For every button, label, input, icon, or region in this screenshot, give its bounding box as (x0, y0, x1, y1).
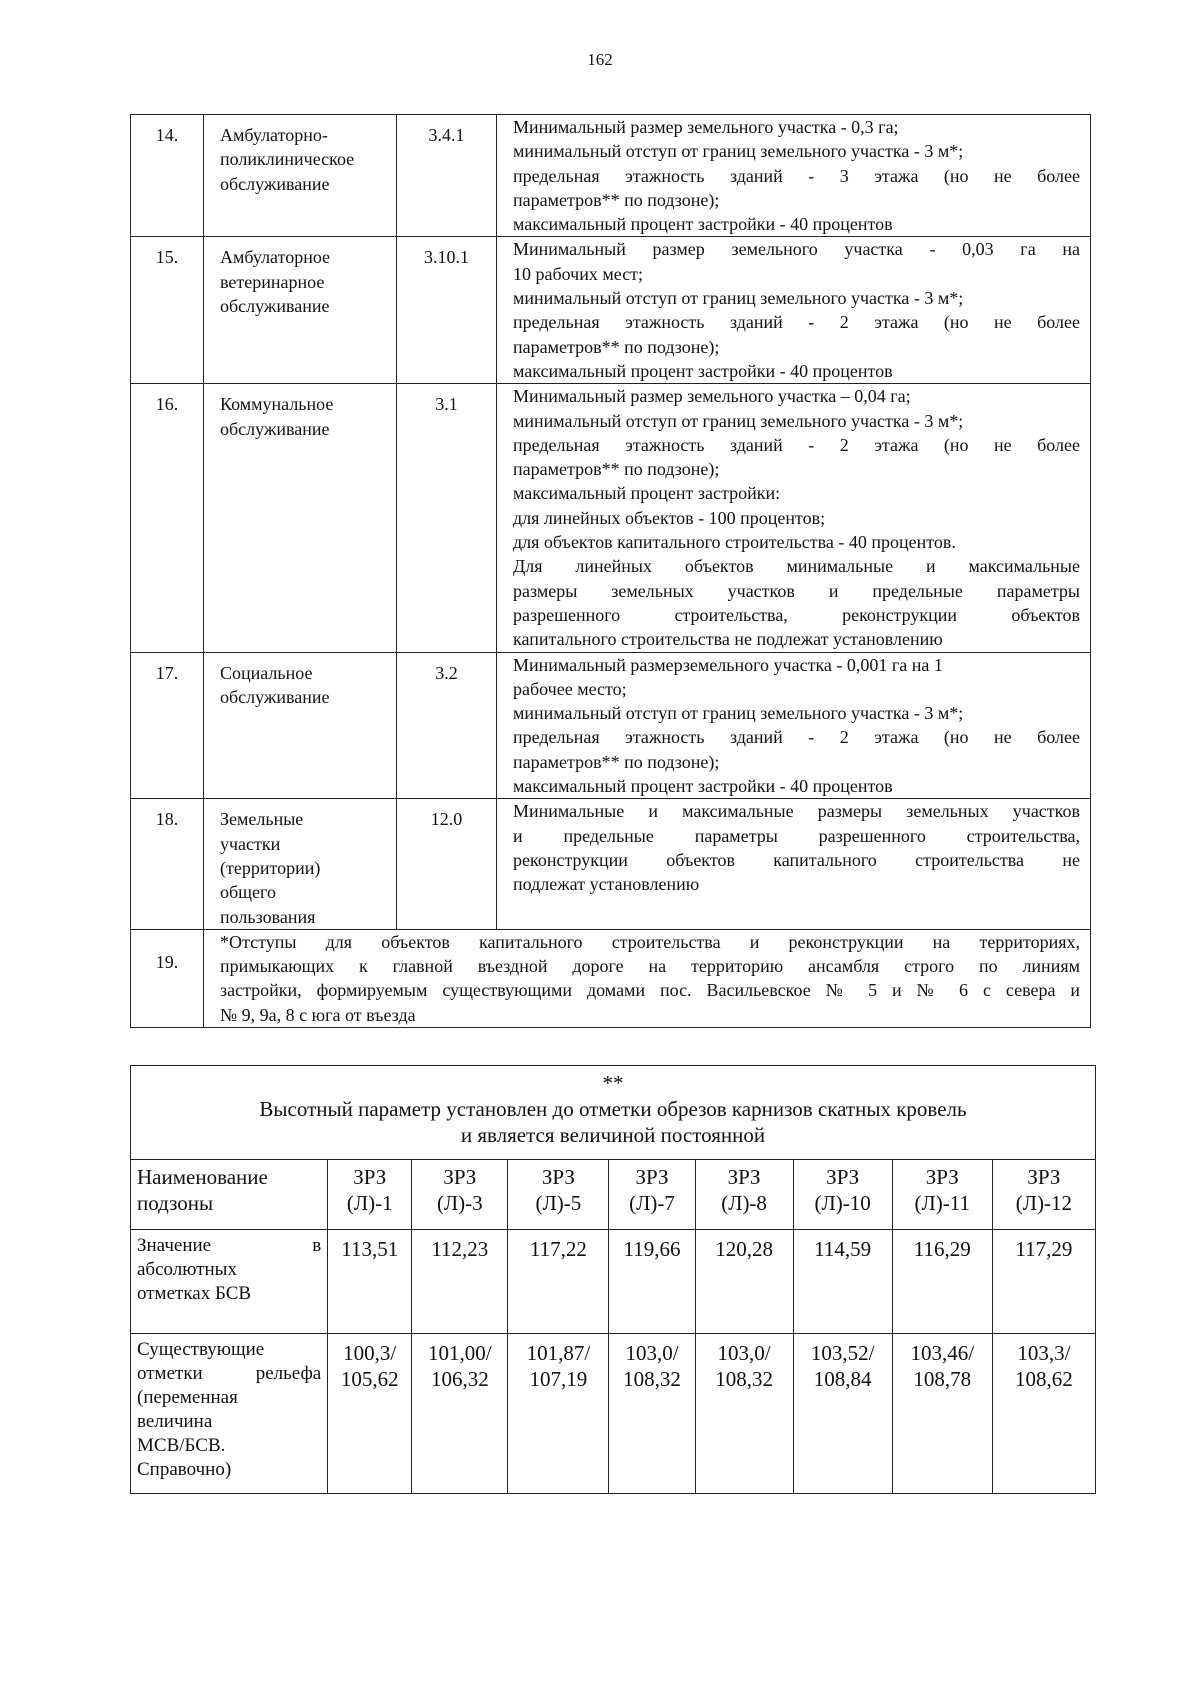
permitted-use-name-line: Амбулаторно- (220, 125, 328, 145)
permitted-use-name-line: пользования (220, 906, 316, 927)
zoning-row (131, 237, 1091, 384)
height-table-title (131, 1066, 1096, 1160)
parameter-line: Для линейных объектов минимальные и максимальные (513, 556, 1080, 577)
parameter-line: Минимальные и максимальные размеры земельных участков (513, 801, 1080, 822)
classifier-code: 3.10.1 (397, 237, 497, 384)
relief-value-line: 108,32 (715, 1367, 773, 1391)
relief-value (793, 1334, 892, 1494)
label-line: Наименование (137, 1165, 268, 1189)
permitted-use-name (204, 799, 397, 929)
subzone-name (508, 1160, 609, 1230)
label-line: (переменная (137, 1387, 238, 1408)
subzone-name-line: ЗРЗ (443, 1165, 477, 1189)
permitted-use-name-line: поликлиническое (220, 149, 355, 170)
parameter-line: максимальный процент застройки - 40 процентов (513, 776, 893, 797)
parameter-line: размеры земельных участков и предельные параметры (513, 580, 1080, 601)
subzone-name (328, 1160, 412, 1230)
permitted-use-name-line: (территории) (220, 857, 321, 878)
label-line: МСВ/БСВ. (137, 1435, 226, 1456)
relief-value-line: 103,52/ (810, 1341, 875, 1365)
relief-value-line: 108,62 (1015, 1367, 1073, 1391)
height-title-row (131, 1066, 1096, 1160)
relief-value (992, 1334, 1095, 1494)
subzone-name (892, 1160, 992, 1230)
label-line: отметки рельефа (137, 1363, 322, 1384)
parameter-line: подлежат установлению (513, 874, 700, 895)
footnote-line: № 9, 9а, 8 с юга от въезда (220, 1004, 416, 1025)
subzone-name-line: (Л)-10 (814, 1191, 871, 1215)
label-line: подзоны (137, 1191, 214, 1215)
parameter-line: максимальный процент застройки: (513, 483, 781, 504)
height-value: 117,29 (992, 1230, 1095, 1334)
subzone-name-line: ЗРЗ (353, 1165, 387, 1189)
relief-value-line: 106,32 (430, 1367, 489, 1391)
relief-value-line: 108,84 (813, 1367, 872, 1391)
parameter-line: минимальный отступ от границ земельного участка - 3 м*; (513, 703, 964, 724)
permitted-use-name-line: участки (220, 833, 281, 854)
subzone-name (793, 1160, 892, 1230)
parameters-text (497, 384, 1091, 652)
subzone-name-line: ЗРЗ (541, 1165, 575, 1189)
parameter-line: для линейных объектов - 100 процентов; (513, 507, 826, 528)
permitted-use-name-line: Амбулаторное (220, 247, 331, 268)
footnote-line: застройки, формируемым существующими домами пос. Васильевское № 5 и № 6 с севера и (220, 980, 1080, 1001)
permitted-use-name-line: обслуживание (220, 418, 330, 439)
permitted-use-name (204, 237, 397, 384)
zoning-parameters-table (130, 114, 1091, 1028)
parameter-line: реконструкции объектов капитального строительства не (513, 849, 1080, 870)
parameter-line: параметров** по подзоне); (513, 336, 720, 357)
permitted-use-name-line: общего (220, 882, 276, 903)
parameter-line: параметров** по подзоне); (513, 459, 720, 480)
subzone-name-line: ЗРЗ (1027, 1165, 1061, 1189)
parameter-line: разрешенного строительства, реконструкции объектов (513, 604, 1080, 625)
relief-value (508, 1334, 609, 1494)
relief-value-line: 101,00/ (428, 1341, 492, 1365)
relief-value-line: 108,32 (623, 1367, 681, 1391)
subzone-name-line: ЗРЗ (727, 1165, 761, 1189)
footnote-text (204, 929, 1091, 1027)
row-number: 17. (131, 652, 204, 799)
parameter-line: Минимальный размер земельного участка – 0,04 га; (513, 386, 911, 407)
relief-value-line: 108,78 (913, 1367, 972, 1391)
subzone-name (695, 1160, 793, 1230)
label-line: Справочно) (137, 1459, 232, 1480)
footnote-row (131, 929, 1091, 1027)
zoning-row (131, 799, 1091, 929)
subzone-name (609, 1160, 695, 1230)
relief-value (892, 1334, 992, 1494)
parameter-line: параметров** по подзоне); (513, 751, 720, 772)
page-number: 162 (587, 50, 613, 69)
relief-value-line: 105,62 (340, 1367, 399, 1391)
classifier-code: 3.1 (397, 384, 497, 652)
subzone-name-line: (Л)-8 (721, 1191, 767, 1215)
relief-value (412, 1334, 508, 1494)
permitted-use-name-line: Социальное (220, 662, 313, 683)
parameter-line: для объектов капитального строительства - 40 процентов. (513, 532, 956, 553)
subzone-name-line: (Л)-7 (629, 1191, 675, 1215)
parameters-text (497, 237, 1091, 384)
parameter-line: максимальный процент застройки - 40 процентов (513, 360, 893, 381)
subzone-header-row (131, 1160, 1096, 1230)
row-number: 19. (131, 929, 204, 1027)
permitted-use-name (204, 652, 397, 799)
parameter-line: предельная этажность зданий - 2 этажа (но не более (513, 312, 1080, 333)
label-line: отметках БСВ (137, 1283, 252, 1304)
subzone-name-line: ЗРЗ (635, 1165, 669, 1189)
subzone-name (992, 1160, 1095, 1230)
parameter-line: максимальный процент застройки - 40 процентов (513, 214, 893, 235)
relief-value-line: 103,0/ (717, 1341, 771, 1365)
relief-value-line: 103,3/ (1017, 1341, 1071, 1365)
row-number: 14. (131, 115, 204, 237)
classifier-code: 12.0 (397, 799, 497, 929)
relief-value-line: 107,19 (529, 1367, 588, 1391)
height-value: 116,29 (892, 1230, 992, 1334)
parameter-line: минимальный отступ от границ земельного участка - 3 м*; (513, 141, 964, 162)
subzone-name-line: (Л)-3 (436, 1191, 483, 1215)
permitted-use-name-line: обслуживание (220, 686, 330, 707)
relief-marks-label (131, 1334, 328, 1494)
footnote-line: *Отступы для объектов капитального строительства и реконструкции на территориях, (220, 931, 1080, 952)
parameter-line: предельная этажность зданий - 2 этажа (но не более (513, 727, 1080, 748)
permitted-use-name (204, 115, 397, 237)
parameter-line: предельная этажность зданий - 2 этажа (но не более (513, 434, 1080, 455)
parameters-text (497, 799, 1091, 929)
parameter-line: параметров** по подзоне); (513, 189, 720, 210)
parameter-line: минимальный отступ от границ земельного участка - 3 м*; (513, 288, 964, 309)
permitted-use-name-line: ветеринарное (220, 271, 325, 292)
zoning-row (131, 384, 1091, 652)
relief-value-line: 101,87/ (526, 1341, 591, 1365)
parameter-line: минимальный отступ от границ земельного участка - 3 м*; (513, 410, 964, 431)
parameter-line: Минимальный размер земельного участка - 0,3 га; (513, 117, 899, 137)
label-line: Существующие (137, 1339, 265, 1360)
zoning-row (131, 115, 1091, 237)
relief-value-line: 103,0/ (625, 1341, 679, 1365)
subzone-name-line: (Л)-5 (535, 1191, 582, 1215)
subzone-header-label (131, 1160, 328, 1230)
absolute-values-label (131, 1230, 328, 1334)
subzone-name-line: (Л)-12 (1015, 1191, 1073, 1215)
subzone-name-line: ЗРЗ (925, 1165, 959, 1189)
title-line: и является величиной постоянной (460, 1123, 766, 1147)
parameter-line: рабочее место; (513, 678, 627, 699)
subzone-name-line: (Л)-1 (346, 1191, 393, 1215)
relief-value-line: 100,3/ (343, 1341, 397, 1365)
parameters-text (497, 652, 1091, 799)
classifier-code: 3.4.1 (397, 115, 497, 237)
parameter-line: Минимальный размерземельного участка - 0,001 га на 1 (513, 654, 943, 675)
height-value: 119,66 (609, 1230, 695, 1334)
permitted-use-name (204, 384, 397, 652)
label-line: абсолютных (137, 1259, 237, 1280)
subzone-name (412, 1160, 508, 1230)
absolute-values-row (131, 1230, 1096, 1334)
parameter-line: предельная этажность зданий - 3 этажа (но не более (513, 165, 1080, 186)
height-value: 117,22 (508, 1230, 609, 1334)
permitted-use-name-line: Коммунальное (220, 394, 334, 415)
parameter-line: Минимальный размер земельного участка - 0,03 га на (513, 239, 1080, 260)
subzone-name-line: ЗРЗ (826, 1165, 860, 1189)
parameter-line: и предельные параметры разрешенного строительства, (513, 825, 1080, 846)
row-number: 16. (131, 384, 204, 652)
zoning-row (131, 652, 1091, 799)
row-number: 18. (131, 799, 204, 929)
relief-value (328, 1334, 412, 1494)
relief-marks-row (131, 1334, 1096, 1494)
title-line: ** (602, 1071, 624, 1095)
height-value: 112,23 (412, 1230, 508, 1334)
relief-value (609, 1334, 695, 1494)
parameter-line: 10 рабочих мест; (513, 263, 644, 284)
height-value: 120,28 (695, 1230, 793, 1334)
height-value: 114,59 (793, 1230, 892, 1334)
permitted-use-name-line: Земельные (220, 809, 304, 830)
row-number: 15. (131, 237, 204, 384)
label-line: Значение в (137, 1235, 322, 1256)
parameter-line: капитального строительства не подлежат установлению (513, 629, 943, 650)
permitted-use-name-line: обслуживание (220, 173, 330, 194)
subzone-name-line: (Л)-11 (914, 1191, 970, 1215)
height-parameters-table (130, 1065, 1096, 1494)
label-line: величина (137, 1411, 213, 1432)
relief-value (695, 1334, 793, 1494)
height-value: 113,51 (328, 1230, 412, 1334)
title-line: Высотный параметр установлен до отметки обрезов карнизов скатных кровель (259, 1097, 967, 1121)
parameters-text (497, 115, 1091, 237)
classifier-code: 3.2 (397, 652, 497, 799)
relief-value-line: 103,46/ (910, 1341, 975, 1365)
footnote-line: примыкающих к главной въездной дороге на территорию ансамбля строго по линиям (220, 956, 1080, 977)
permitted-use-name-line: обслуживание (220, 296, 330, 317)
